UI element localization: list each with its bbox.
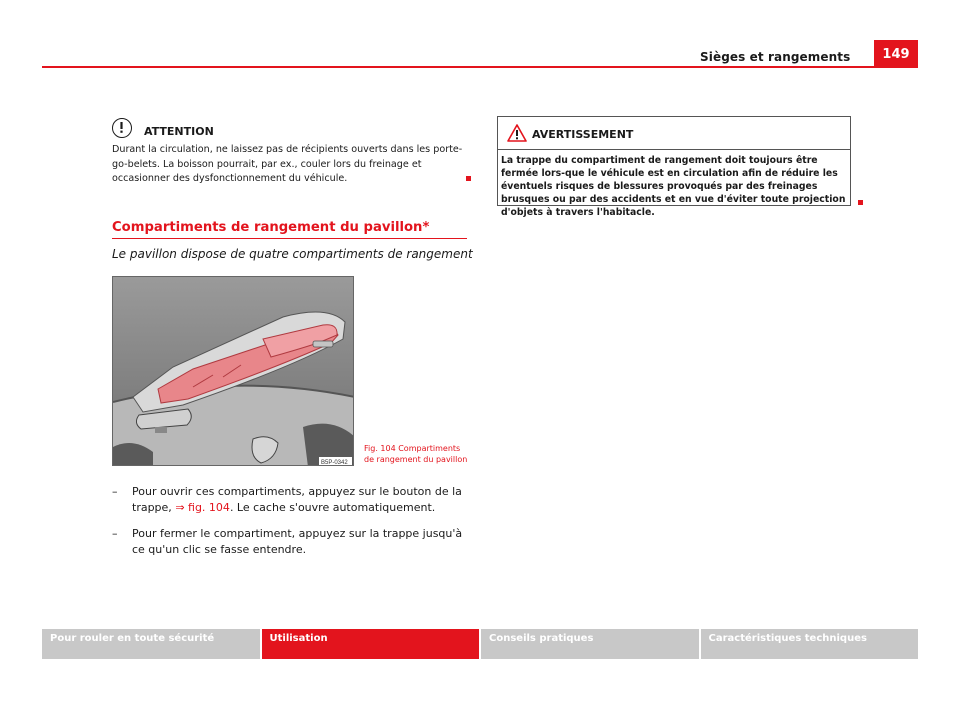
figure-image-label: B5P-0342 [321, 460, 348, 466]
figure-caption [364, 443, 474, 465]
step-text-before: Pour ouvrir ces compartiments, appuyez sur le bouton de la trappe, [132, 485, 462, 514]
attention-body: Durant la circulation, ne laissez pas de récipients ouverts dans les porte-go-belets. La boisson pourrait, par ex., couler lors du freinage et occasionner des dysfonctionnement du véhicule. [112, 144, 463, 184]
warning-box [497, 116, 851, 218]
step-dash: – [112, 485, 118, 498]
figure-reference-link[interactable]: ⇒ fig. 104 [175, 501, 230, 514]
warning-triangle-icon [507, 124, 527, 146]
footer-tab-conseils[interactable]: Conseils pratiques [481, 629, 699, 659]
end-marker-attention [466, 176, 471, 181]
footer-tab-caracteristiques[interactable]: Caractéristiques techniques [701, 629, 919, 659]
section-rule [112, 238, 467, 239]
header-rule [42, 66, 918, 68]
figure-caption-line2: de rangement du pavillon [364, 455, 468, 464]
step-dash: – [112, 527, 118, 540]
running-header-title: Sièges et rangements [700, 50, 851, 64]
figure-caption-line1: Fig. 104 Compartiments [364, 444, 461, 453]
step-item [112, 484, 468, 516]
warning-title: AVERTISSEMENT [532, 128, 634, 141]
page-number: 149 [874, 40, 918, 67]
footer-tab-utilisation[interactable]: Utilisation [262, 629, 480, 659]
footer-nav [42, 629, 918, 659]
step-text: Pour fermer le compartiment, appuyez sur la trappe jusqu'à ce qu'un clic se fasse entendre. [132, 527, 463, 556]
section-subtitle: Le pavillon dispose de quatre compartiments de rangement [112, 247, 473, 261]
roof-compartments-figure [112, 276, 354, 466]
step-text-after: . Le cache s'ouvre automatiquement. [229, 501, 436, 514]
exclamation-circle-icon [112, 118, 132, 138]
warning-body: La trappe du compartiment de rangement doit toujours être fermée lors-que le véhicule est en circulation afin de réduire les éventuels risques de blessures provoqués par des freinages brusques ou par des accidents et en vue d'éviter toute projection d'objets à travers l'habitacle. [501, 155, 846, 218]
step-text [132, 484, 468, 516]
attention-title: ATTENTION [144, 125, 214, 138]
instruction-steps [112, 484, 468, 568]
footer-tab-securite[interactable]: Pour rouler en toute sécurité [42, 629, 260, 659]
step-item [112, 526, 468, 558]
section-title: Compartiments de rangement du pavillon* [112, 220, 430, 235]
end-marker-warning [858, 200, 863, 205]
warning-header [498, 117, 850, 150]
